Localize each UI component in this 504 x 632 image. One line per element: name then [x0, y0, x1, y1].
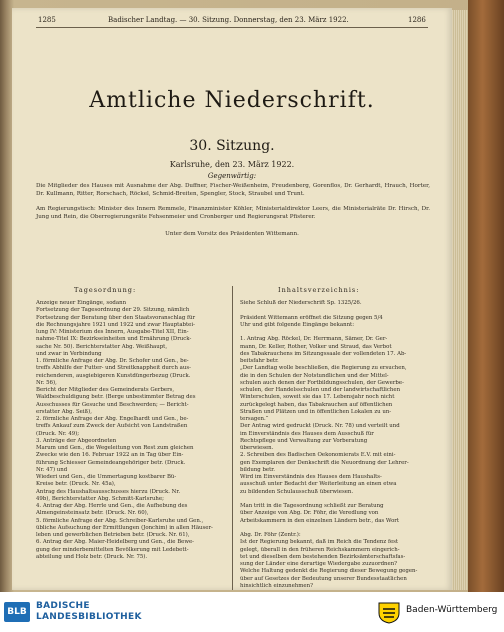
agenda-line: Kreise betr. (Druck. Nr. 45a),	[36, 481, 116, 488]
chair-line: Unter dem Vorsitz des Präsidenten Wittemann.	[165, 231, 299, 237]
contents-line: Rechtspflege und Verwaltung zur Vorberatung	[240, 437, 368, 444]
agenda-line: gung der minderbemittelten Bevölkerung mit Ledebett-	[36, 546, 189, 553]
agenda-line: Ausschusses für Gesuche und Beschwerden; — Bericht-	[36, 401, 189, 408]
contents-line: tersagen.“	[240, 416, 269, 422]
contents-line: Ist der Regierung bekannt, daß im Reich die Tendenz fest	[240, 539, 399, 546]
agenda-heading: Tagesordnung:	[74, 286, 137, 294]
contents-line: die in den Schulen der Notstundlichen und der Mittel-	[240, 372, 389, 379]
present-government: Am Regierungstisch: Minister des Innern Remmele, Finanzminister Köhler, Ministerialdirektor Leers, die Ministerialräte Dr. Hirsch, Dr. Jung und Rein, die Oberregierungsräte Fehsenmeier und Cronberger und Regierungsrat Pfisterer.	[36, 206, 430, 220]
agenda-column	[36, 300, 226, 561]
blb-logo[interactable]: BLB	[4, 602, 30, 622]
contents-line	[240, 329, 432, 336]
contents-line: zu bildenden Schulausschuß überwiesen.	[240, 488, 354, 495]
agenda-line: reichenderen, ausgiebigeren Kunstdüngerbezug (Druck.	[36, 372, 191, 379]
contents-line: 2. Schreiben des Badischen Oekonomierats E.V. mit eini-	[240, 452, 396, 459]
state-label: Baden-Württemberg	[406, 605, 498, 615]
contents-line: Arbeitskammern in den einzelnen Ländern betr., das Wort	[240, 517, 400, 524]
contents-line: überwiesen.	[240, 445, 274, 451]
right-page-number: 1286	[408, 16, 426, 24]
contents-line: über auf Gesetzes der Bedeutung unserer Bundesstaatlichen	[240, 575, 407, 582]
blb-name-line2: LANDESBIBLIOTHEK	[36, 612, 142, 622]
page	[12, 8, 452, 590]
document-title: Amtliche Niederschrift.	[89, 88, 375, 113]
session-heading: 30. Sitzung.	[189, 138, 275, 154]
agenda-line: leben und gewerblichen Betrieben betr. (Druck. Nr. 61),	[36, 532, 190, 538]
contents-line: Wird im Einverständnis des Hauses dem Haushalts-	[240, 474, 382, 480]
agenda-line: Nr. 56),	[36, 379, 57, 386]
contents-line: hinsichtlich einzunehmen?	[240, 582, 313, 589]
contents-line: ausschuß unter Bedacht der Weiterleitung an einen etwa	[240, 481, 397, 488]
agenda-line: lung IV: Ministerium des Innern, Ausgabe-Titel XII, Ein-	[36, 329, 189, 335]
contents-line: tet und dieselben dem bestehenden Bezirksämterschaftsfas-	[240, 553, 406, 560]
contents-line	[240, 525, 432, 532]
agenda-line: Anzeige neuer Eingänge, sodann	[36, 300, 127, 306]
agenda-line: übliche Aufsuchung der Ermittlungen (Jonchim) in allen Häuser-	[36, 524, 213, 531]
agenda-line: Wiederi und Gen., die Ummertagung kostbarer Bü-	[36, 474, 177, 480]
agenda-line: Almengeinsteinsatz betr. (Druck. Nr. 60),	[36, 510, 149, 517]
agenda-line: 3. Anträge der Abgeordneten	[36, 437, 117, 444]
contents-line: gen Exemplaren der Denkschrift die Neuordnung der Lehrer-	[240, 459, 409, 466]
agenda-line: Marum und Gen., die Wegeleitung von Rest zum gleichen	[36, 445, 194, 451]
contents-line: schulen auch denen der Fortbildungsschulen, der Gewerbe-	[240, 379, 404, 386]
contents-line: über Anzeige von Abg. Dr. Föhr, die Veredlung von	[240, 510, 379, 517]
agenda-line: Bericht der Mitglieder des Gemeinderats Gerbers,	[36, 387, 175, 393]
contents-line: bildung betr.	[240, 466, 275, 473]
footer-bar	[0, 592, 504, 632]
agenda-line: treffs Abhilfe der Futter- und Streitknappheit durch aus-	[36, 365, 191, 372]
agenda-line: 49b), Berichterstatter Abg. Schmitt-Karlsruhe;	[36, 495, 164, 502]
agenda-line: 5. förmliche Anfrage der Abg. Schreiber-Karlsruhe und Gen.,	[36, 517, 204, 524]
contents-line: Welche Haltung gedenkt die Regierung dieser Bewegung gegen-	[240, 568, 418, 575]
contents-line: Uhr und gibt folgende Eingänge bekannt:	[240, 321, 355, 328]
contents-line: beitsfahr betr.	[240, 358, 279, 364]
agenda-line: führung Schiesser Gemeindeangehöriger betr. (Druck.	[36, 459, 186, 466]
present-heading: Gegenwärtig:	[207, 172, 257, 180]
agenda-line: Antrag des Haushaltsausschusses hierzu (Druck. Nr.	[36, 488, 181, 495]
contents-line: im Einverständnis des Hauses dem Ausschuß für	[240, 430, 374, 437]
agenda-line: treffs Ankauf zum Zweck der Aufsicht von Landstraßen	[36, 423, 188, 430]
contents-line: Siehe Schluß der Niederschrift Sp. 1325/26.	[240, 300, 362, 306]
agenda-line: 4. Antrag der Abg. Herrle und Gen., die Aufhebung des	[36, 503, 188, 509]
contents-line: Abg. Dr. Föhr (Zentr.):	[240, 532, 301, 538]
contents-line: zurückgelegt haben, das Tabakrauchen auf öffentlichen	[240, 401, 393, 408]
contents-line: gelegt, überall in den früheren Reichskammern eingerich-	[240, 546, 400, 553]
page-edges	[452, 10, 468, 590]
agenda-line: abteilung und Holz betr. (Druck. Nr. 75).	[36, 553, 148, 560]
column-divider	[232, 286, 233, 590]
contents-line: 1. Antrag Abg. Röckel, Dr. Herrmann, Sämer, Dr. Ger-	[240, 336, 388, 343]
contents-line: sung der Länder eine derartige Wiedergabe zuzuordnen?	[240, 561, 398, 567]
contents-line: schulen, der Handelsschulen und der landwirtschaftlichen	[240, 387, 401, 393]
agenda-line: Nr. 47) und	[36, 466, 68, 473]
contents-line: Winterschulen, soweit sie das 17. Lebensjahr noch nicht	[240, 394, 395, 401]
header-rule	[36, 27, 428, 28]
agenda-line: Zwecke wie den 16. Februar 1922 an in Tag über Ein-	[36, 452, 184, 459]
contents-line: Der Antrag wird gedruckt (Druck. Nr. 78) und verteilt und	[240, 423, 400, 430]
left-page-number: 1285	[38, 16, 56, 24]
book-binding	[468, 0, 504, 592]
agenda-line: und zwar in Verbindung	[36, 350, 102, 357]
contents-line: Man tritt in die Tagesordnung schließt zur Beratung	[240, 503, 384, 509]
agenda-line: 6. Antrag der Abg. Maier-Heidelberg und Gen., die Bewe-	[36, 539, 194, 546]
contents-line: Präsident Wittemann eröffnet die Sitzung gegen 5/4	[240, 314, 383, 321]
agenda-line: Fortsetzung der Tagesordnung der 29. Sitzung, nämlich	[36, 307, 190, 314]
contents-line: mann, Dr. Keller, Rother, Volker und Straud, das Verbot	[240, 343, 392, 350]
agenda-line: die Rechnungsjahre 1921 und 1922 und zwar Hauptabtei-	[36, 321, 195, 328]
contents-line: des Tabakrauchens im Sitzungssaale der vollendeten 17. Ab-	[240, 350, 407, 357]
running-title: Badischer Landtag. — 30. Sitzung. Donnerstag, den 23. März 1922.	[108, 16, 349, 24]
contents-column	[240, 300, 432, 590]
agenda-line: sache Nr. 50). Berichterstatter Abg. Weißhaupt,	[36, 343, 168, 350]
agenda-line: Waldbeschuldigung betr. (Berge unbestimmter Betrag des	[36, 394, 196, 401]
state-emblem-icon	[376, 600, 402, 624]
agenda-line: nahme-Titel IX: Bezirkseinheiten und Ernährung (Druck-	[36, 336, 192, 343]
contents-line	[240, 496, 432, 503]
agenda-line: 1. förmliche Anfrage der Abg. Dr. Schofer und Gen., be-	[36, 358, 189, 364]
contents-line	[240, 307, 432, 314]
contents-heading: Inhaltsverzeichnis:	[278, 286, 360, 294]
agenda-line: 2. förmliche Anfrage der Abg. Engelhardt und Gen., be-	[36, 416, 189, 422]
agenda-line: (Druck. Nr. 49);	[36, 430, 80, 437]
dateline: Karlsruhe, den 23. März 1922.	[169, 160, 295, 169]
agenda-line: Fortsetzung der Beratung über den Staatsvoranschlag für	[36, 314, 196, 321]
contents-line: Straßen und Plätzen und in öffentlichen Lokalen zu un-	[240, 408, 392, 415]
agenda-line: erstatter Abg. Seiß),	[36, 408, 92, 415]
contents-line: „Der Landtag wolle beschließen, die Regierung zu ersuchen,	[240, 365, 407, 372]
present-members: Die Mitglieder des Hauses mit Ausnahme der Abg. Duffner, Fischer-Weißenheim, Freudenberg, Gorenflos, Dr. Gerhardt, Hrauch, Horter, Dr. Kullmann, Ritter, Rorschach, Röckel, Schmid-Breiten, Spengler, Stock, Straubel und Trunt.	[36, 183, 430, 197]
blb-name-line1: BADISCHE	[36, 601, 90, 611]
